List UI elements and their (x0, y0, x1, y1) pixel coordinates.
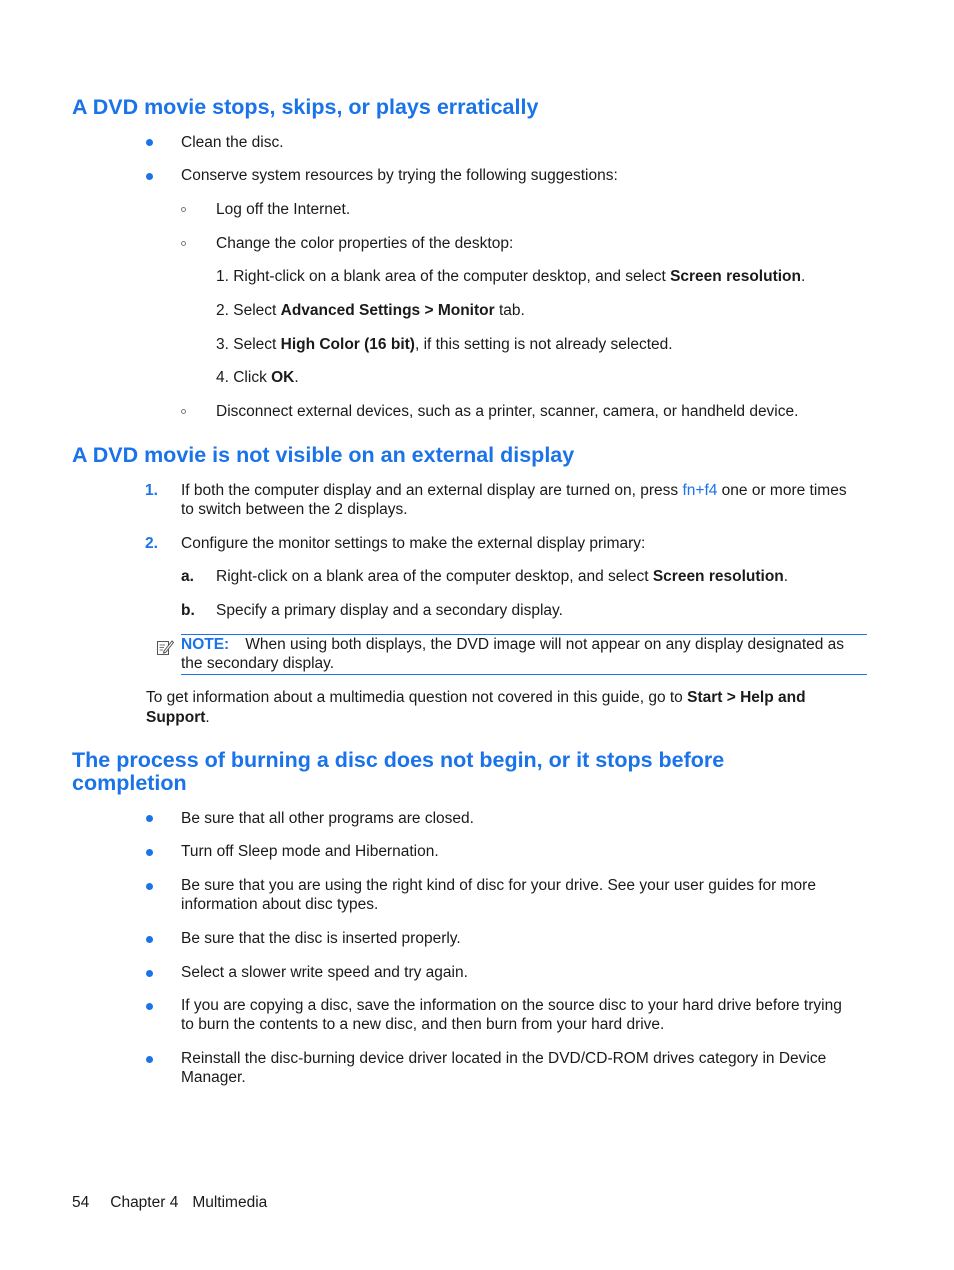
list-item: Be sure that you are using the right kind of disc for your drive. See your user guides for more (181, 877, 816, 894)
step-2 (216, 301, 525, 320)
note-label: NOTE: (181, 636, 230, 653)
list-number: 2. (145, 535, 158, 552)
bullet-icon (146, 883, 153, 890)
section-heading-burning (72, 749, 724, 795)
step-4-text: 4. Click (216, 369, 272, 386)
heading-line-1: The process of burning a disc does not begin, or it stops before (72, 748, 725, 772)
step-1-text: 1. Right-click on a blank area of the computer desktop, and select (216, 268, 671, 285)
list-number: 1. (145, 482, 158, 499)
list-item-cont: to burn the contents to a new disc, and then burn from your hard drive. (181, 1016, 665, 1033)
bullet-icon (146, 1056, 153, 1063)
numbered-item-1 (181, 481, 847, 500)
bullet-icon (146, 936, 153, 943)
sub-bullet-icon (181, 241, 186, 246)
note-bottom-rule (181, 674, 867, 675)
step-1 (216, 267, 805, 286)
page-number: 54 (72, 1194, 90, 1211)
list-item: Clean the disc. (181, 134, 284, 151)
step-1-bold: Screen resolution (670, 268, 801, 285)
list-item: Conserve system resources by trying the following suggestions: (181, 167, 618, 184)
sub-list-item: Change the color properties of the desktop: (216, 235, 514, 252)
info-end: . (205, 709, 210, 726)
item-a-end: . (783, 568, 789, 585)
list-item: Turn off Sleep mode and Hibernation. (181, 843, 439, 860)
list-item: Select a slower write speed and try again. (181, 964, 468, 981)
info-paragraph-line2 (146, 708, 210, 727)
item-a-text: Right-click on a blank area of the computer desktop, and select (216, 568, 653, 585)
item-1-text: If both the computer display and an external display are turned on, press (181, 482, 683, 499)
step-1-end: . (801, 268, 806, 285)
lettered-item-a (216, 567, 788, 586)
footer-chapter: Chapter 4 (110, 1194, 179, 1211)
bullet-icon (146, 849, 153, 856)
section-heading-dvd-stops: A DVD movie stops, skips, or plays erratically (72, 95, 539, 119)
list-item-cont: information about disc types. (181, 896, 379, 913)
footer (72, 1193, 267, 1212)
step-4 (216, 368, 299, 387)
step-3-text: 3. Select (216, 336, 281, 353)
note-line-2: the secondary display. (181, 655, 335, 672)
sub-list-item: Disconnect external devices, such as a printer, scanner, camera, or handheld device. (216, 403, 799, 420)
note-line-1 (181, 635, 844, 654)
heading-line-2: completion (72, 771, 187, 795)
step-4-end: . (294, 369, 299, 386)
info-bold-support: Support (146, 709, 206, 726)
step-4-bold: OK (271, 369, 295, 386)
list-item: If you are copying a disc, save the information on the source disc to your hard drive before trying (181, 997, 842, 1014)
list-item: Be sure that the disc is inserted properly. (181, 930, 461, 947)
bullet-icon (146, 139, 153, 146)
list-item: Reinstall the disc-burning device driver located in the DVD/CD-ROM drives category in Device (181, 1050, 827, 1067)
info-bold-start: Start > Help and (687, 689, 806, 706)
lettered-item-b: Specify a primary display and a secondary display. (216, 602, 563, 619)
item-1-text-end: one or more times (717, 482, 847, 499)
note-text: When using both displays, the DVD image will not appear on any display designated as (245, 636, 845, 653)
note-pencil-icon (156, 638, 174, 656)
step-2-end: tab. (494, 302, 525, 319)
bullet-icon (146, 173, 153, 180)
step-3-end: , if this setting is not already selected. (414, 336, 673, 353)
fn-f4-key-link[interactable]: fn+f4 (682, 482, 718, 499)
list-letter: a. (181, 568, 194, 585)
bullet-icon (146, 1003, 153, 1010)
step-2-text: 2. Select (216, 302, 281, 319)
footer-chapter-title: Multimedia (192, 1194, 268, 1211)
info-paragraph-line1 (146, 688, 806, 707)
sub-bullet-icon (181, 409, 186, 414)
bullet-icon (146, 815, 153, 822)
list-item: Be sure that all other programs are closed. (181, 810, 474, 827)
sub-bullet-icon (181, 207, 186, 212)
numbered-item-1-line2: to switch between the 2 displays. (181, 501, 408, 518)
list-item-cont: Manager. (181, 1069, 246, 1086)
info-text: To get information about a multimedia question not covered in this guide, go to (146, 689, 688, 706)
step-2-bold: Advanced Settings > Monitor (280, 302, 495, 319)
step-3 (216, 335, 673, 354)
item-a-bold: Screen resolution (652, 568, 784, 585)
sub-list-item: Log off the Internet. (216, 201, 351, 218)
step-3-bold: High Color (16 bit) (280, 336, 415, 353)
bullet-icon (146, 970, 153, 977)
section-heading-dvd-external: A DVD movie is not visible on an external display (72, 443, 575, 467)
numbered-item-2: Configure the monitor settings to make the external display primary: (181, 535, 646, 552)
list-letter: b. (181, 602, 195, 619)
